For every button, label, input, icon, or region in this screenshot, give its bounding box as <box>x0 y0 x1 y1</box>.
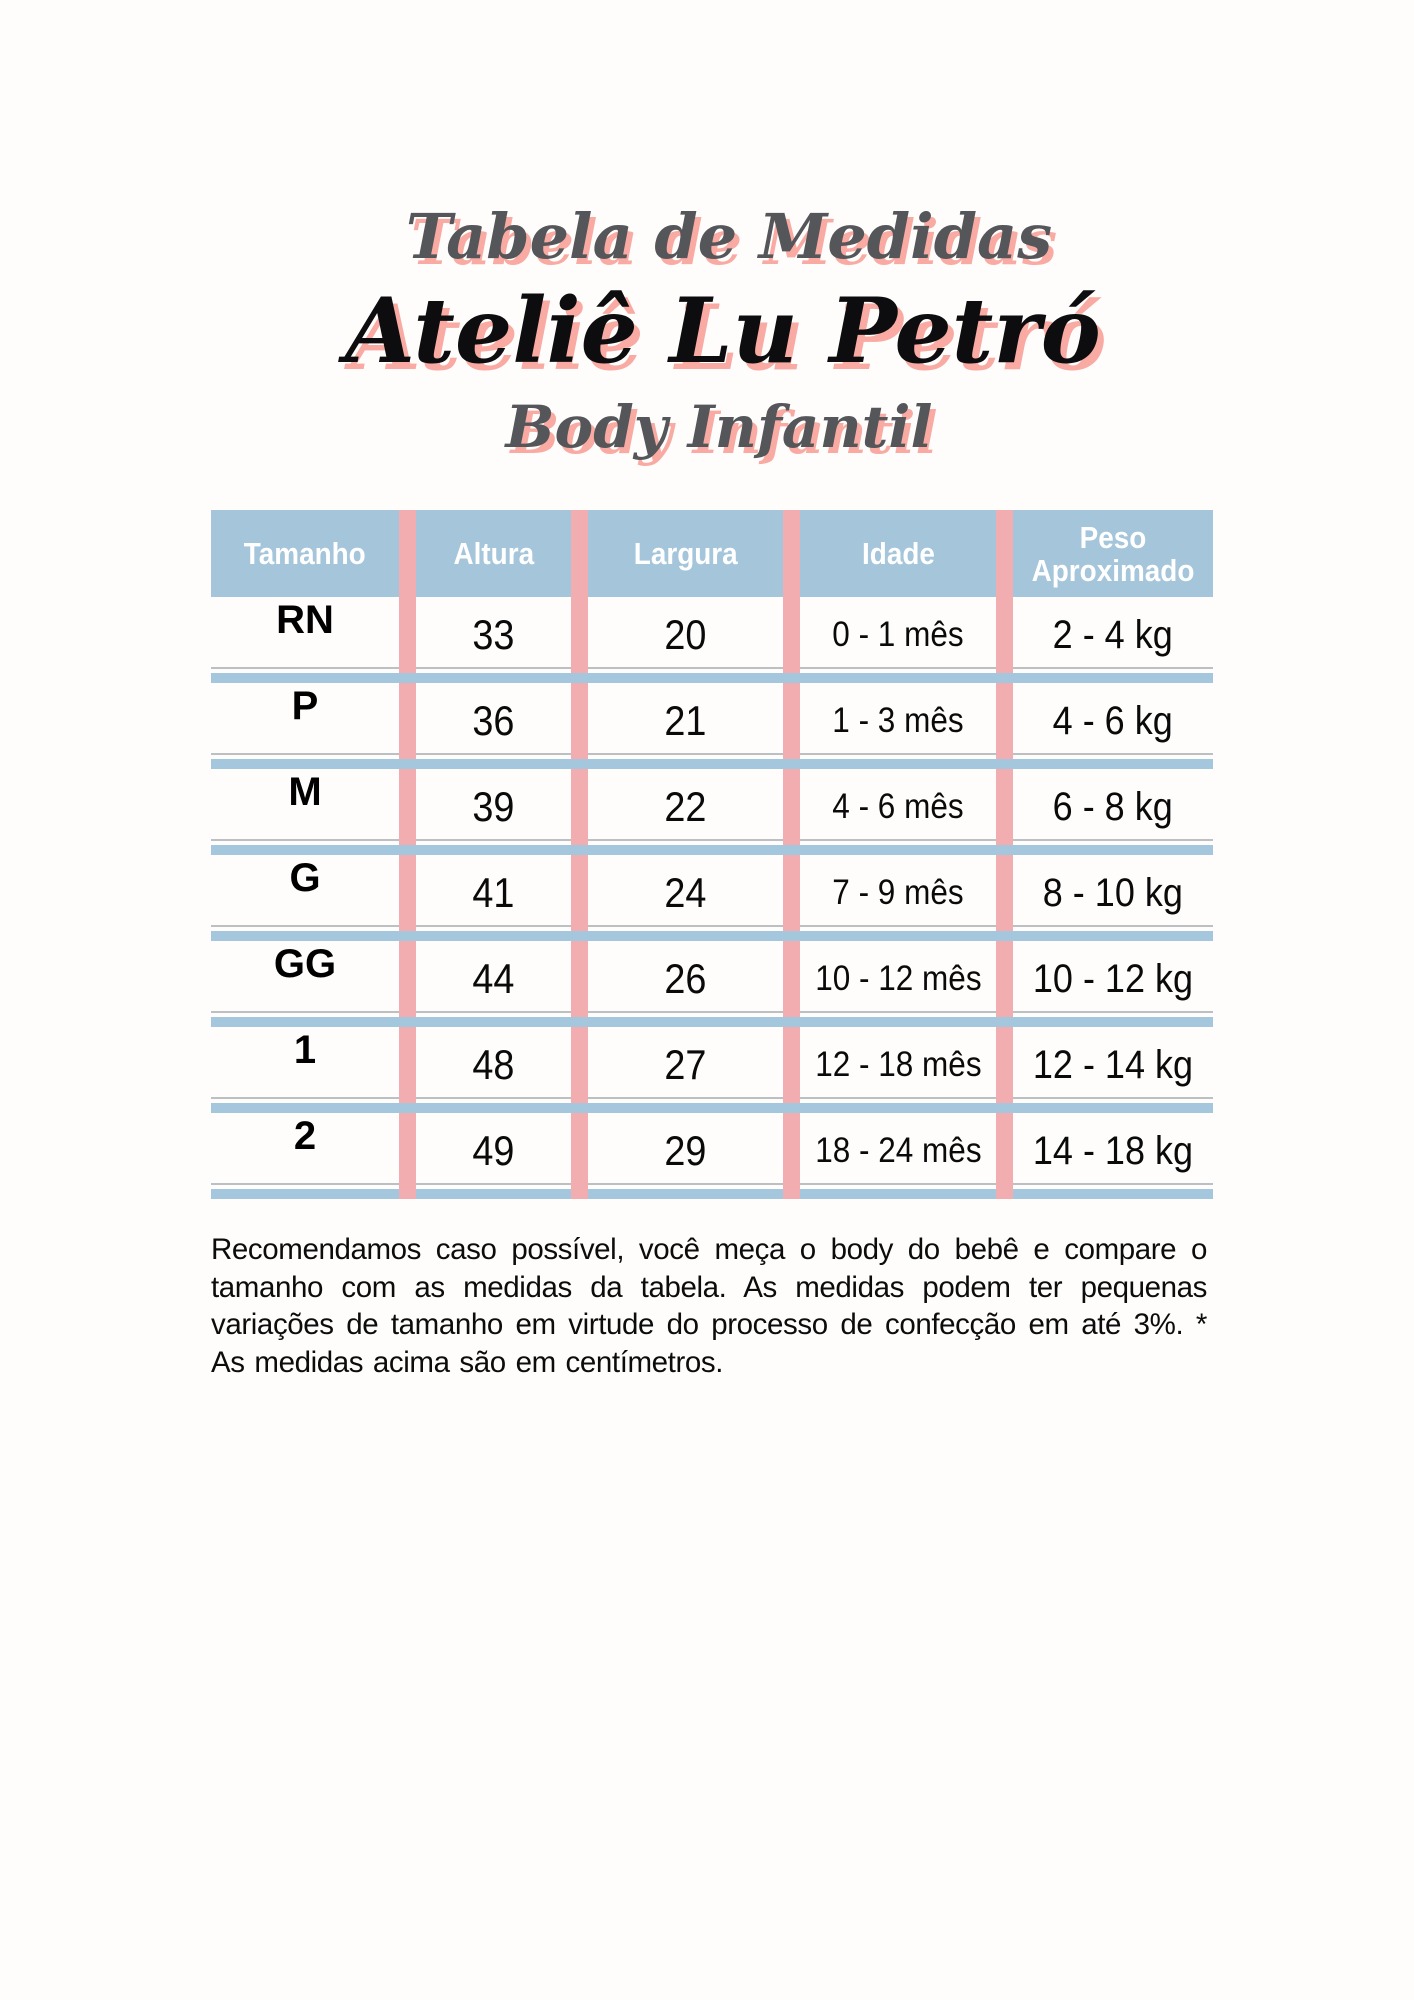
peso-cell <box>1013 855 1213 931</box>
peso-value: 2 - 4 kg <box>1052 612 1174 657</box>
size-cell <box>211 1027 399 1103</box>
largura-value: 20 <box>664 611 707 658</box>
table-row-cells <box>211 1113 1213 1189</box>
table-row-cells <box>211 855 1213 931</box>
size-value: GG <box>273 942 337 986</box>
header-cell-largura <box>588 510 783 597</box>
peso-cell <box>1013 941 1213 1017</box>
table-row-cells <box>211 597 1213 673</box>
size-cell <box>211 855 399 931</box>
header-cell-peso <box>1013 510 1213 597</box>
row-divider-hairline <box>211 1097 1213 1099</box>
row-divider-hairline <box>211 925 1213 927</box>
largura-value: 22 <box>664 783 707 830</box>
altura-cell <box>416 1027 571 1103</box>
largura-cell <box>588 941 783 1017</box>
table-row <box>211 683 1213 769</box>
peso-cell <box>1013 597 1213 673</box>
table-row <box>211 855 1213 941</box>
altura-cell <box>416 769 571 845</box>
row-divider-hairline <box>211 1183 1213 1185</box>
idade-cell <box>800 1027 996 1103</box>
peso-cell <box>1013 683 1213 759</box>
size-value: M <box>288 770 322 814</box>
peso-cell <box>1013 769 1213 845</box>
page-title: Tabela de Medidas <box>405 200 1053 273</box>
footer-note: Recomendamos caso possível, você meça o body do bebê e compare o tamanho com as medidas da tabela. As medidas podem ter pequenas variações de tamanho em virtude do processo de confecção em até 3%. * As medidas acima são em centímetros. <box>211 1233 1207 1379</box>
table-row-cells <box>211 769 1213 845</box>
altura-value: 44 <box>472 955 515 1002</box>
table-row-cells <box>211 941 1213 1017</box>
row-divider-bar <box>211 1103 1213 1113</box>
row-divider-hairline <box>211 753 1213 755</box>
row-divider-bar <box>211 673 1213 683</box>
size-cell <box>211 1113 399 1189</box>
row-divider-bar <box>211 1017 1213 1027</box>
largura-value: 27 <box>664 1041 707 1088</box>
table-header-row <box>211 510 1213 597</box>
largura-cell <box>588 855 783 931</box>
header-label: Tamanho <box>244 536 366 571</box>
header-label: Idade <box>861 536 935 571</box>
table-row-cells <box>211 1027 1213 1103</box>
brand-title: Ateliê Lu Petró <box>345 278 1101 384</box>
altura-value: 39 <box>472 783 515 830</box>
row-divider-hairline <box>211 839 1213 841</box>
table-row <box>211 597 1213 683</box>
size-cell <box>211 683 399 759</box>
idade-cell <box>800 941 996 1017</box>
header-cell-altura <box>416 510 571 597</box>
product-subtitle: Body Infantil <box>505 393 933 461</box>
row-divider-bar <box>211 931 1213 941</box>
idade-value: 1 - 3 mês <box>832 701 964 740</box>
size-cell <box>211 941 399 1017</box>
idade-cell <box>800 597 996 673</box>
row-divider-bar <box>211 759 1213 769</box>
altura-value: 36 <box>472 697 515 744</box>
idade-value: 4 - 6 mês <box>832 787 964 826</box>
peso-value: 8 - 10 kg <box>1042 870 1184 915</box>
largura-value: 26 <box>664 955 707 1002</box>
peso-cell <box>1013 1113 1213 1189</box>
altura-value: 41 <box>472 869 515 916</box>
peso-value: 10 - 12 kg <box>1032 956 1194 1001</box>
largura-value: 29 <box>664 1127 707 1174</box>
idade-cell <box>800 683 996 759</box>
largura-value: 24 <box>664 869 707 916</box>
table-row <box>211 1027 1213 1113</box>
size-cell <box>211 597 399 673</box>
row-divider-bar <box>211 845 1213 855</box>
table-row <box>211 1113 1213 1199</box>
size-value: 2 <box>293 1114 317 1158</box>
altura-value: 33 <box>472 611 515 658</box>
largura-cell <box>588 597 783 673</box>
size-table <box>211 510 1213 1199</box>
largura-cell <box>588 683 783 759</box>
table-row <box>211 769 1213 855</box>
peso-value: 6 - 8 kg <box>1052 784 1174 829</box>
idade-cell <box>800 1113 996 1189</box>
header-label: Altura <box>453 536 534 571</box>
header-label: Peso Aproximado <box>1031 519 1195 588</box>
largura-cell <box>588 769 783 845</box>
header-cell-tamanho <box>211 510 399 597</box>
peso-value: 4 - 6 kg <box>1052 698 1174 743</box>
table-row <box>211 941 1213 1027</box>
peso-cell <box>1013 1027 1213 1103</box>
size-value: P <box>291 684 319 728</box>
idade-value: 7 - 9 mês <box>832 873 964 912</box>
largura-value: 21 <box>664 697 707 744</box>
row-divider-hairline <box>211 667 1213 669</box>
size-value: RN <box>276 598 334 642</box>
table-row-cells <box>211 683 1213 759</box>
size-value: 1 <box>293 1028 317 1072</box>
altura-cell <box>416 1113 571 1189</box>
header-cell-idade <box>800 510 996 597</box>
idade-value: 0 - 1 mês <box>832 615 964 654</box>
largura-cell <box>588 1113 783 1189</box>
largura-cell <box>588 1027 783 1103</box>
altura-value: 48 <box>472 1041 515 1088</box>
idade-value: 18 - 24 mês <box>814 1131 982 1170</box>
altura-cell <box>416 683 571 759</box>
altura-cell <box>416 941 571 1017</box>
altura-value: 49 <box>472 1127 515 1174</box>
altura-cell <box>416 855 571 931</box>
idade-cell <box>800 855 996 931</box>
header-label: Largura <box>633 536 738 571</box>
altura-cell <box>416 597 571 673</box>
peso-value: 12 - 14 kg <box>1032 1042 1194 1087</box>
table-bottom-bar <box>211 1189 1213 1199</box>
idade-value: 12 - 18 mês <box>814 1045 982 1084</box>
size-value: G <box>289 856 321 900</box>
row-divider-hairline <box>211 1011 1213 1013</box>
size-cell <box>211 769 399 845</box>
peso-value: 14 - 18 kg <box>1032 1128 1194 1173</box>
idade-value: 10 - 12 mês <box>814 959 982 998</box>
idade-cell <box>800 769 996 845</box>
